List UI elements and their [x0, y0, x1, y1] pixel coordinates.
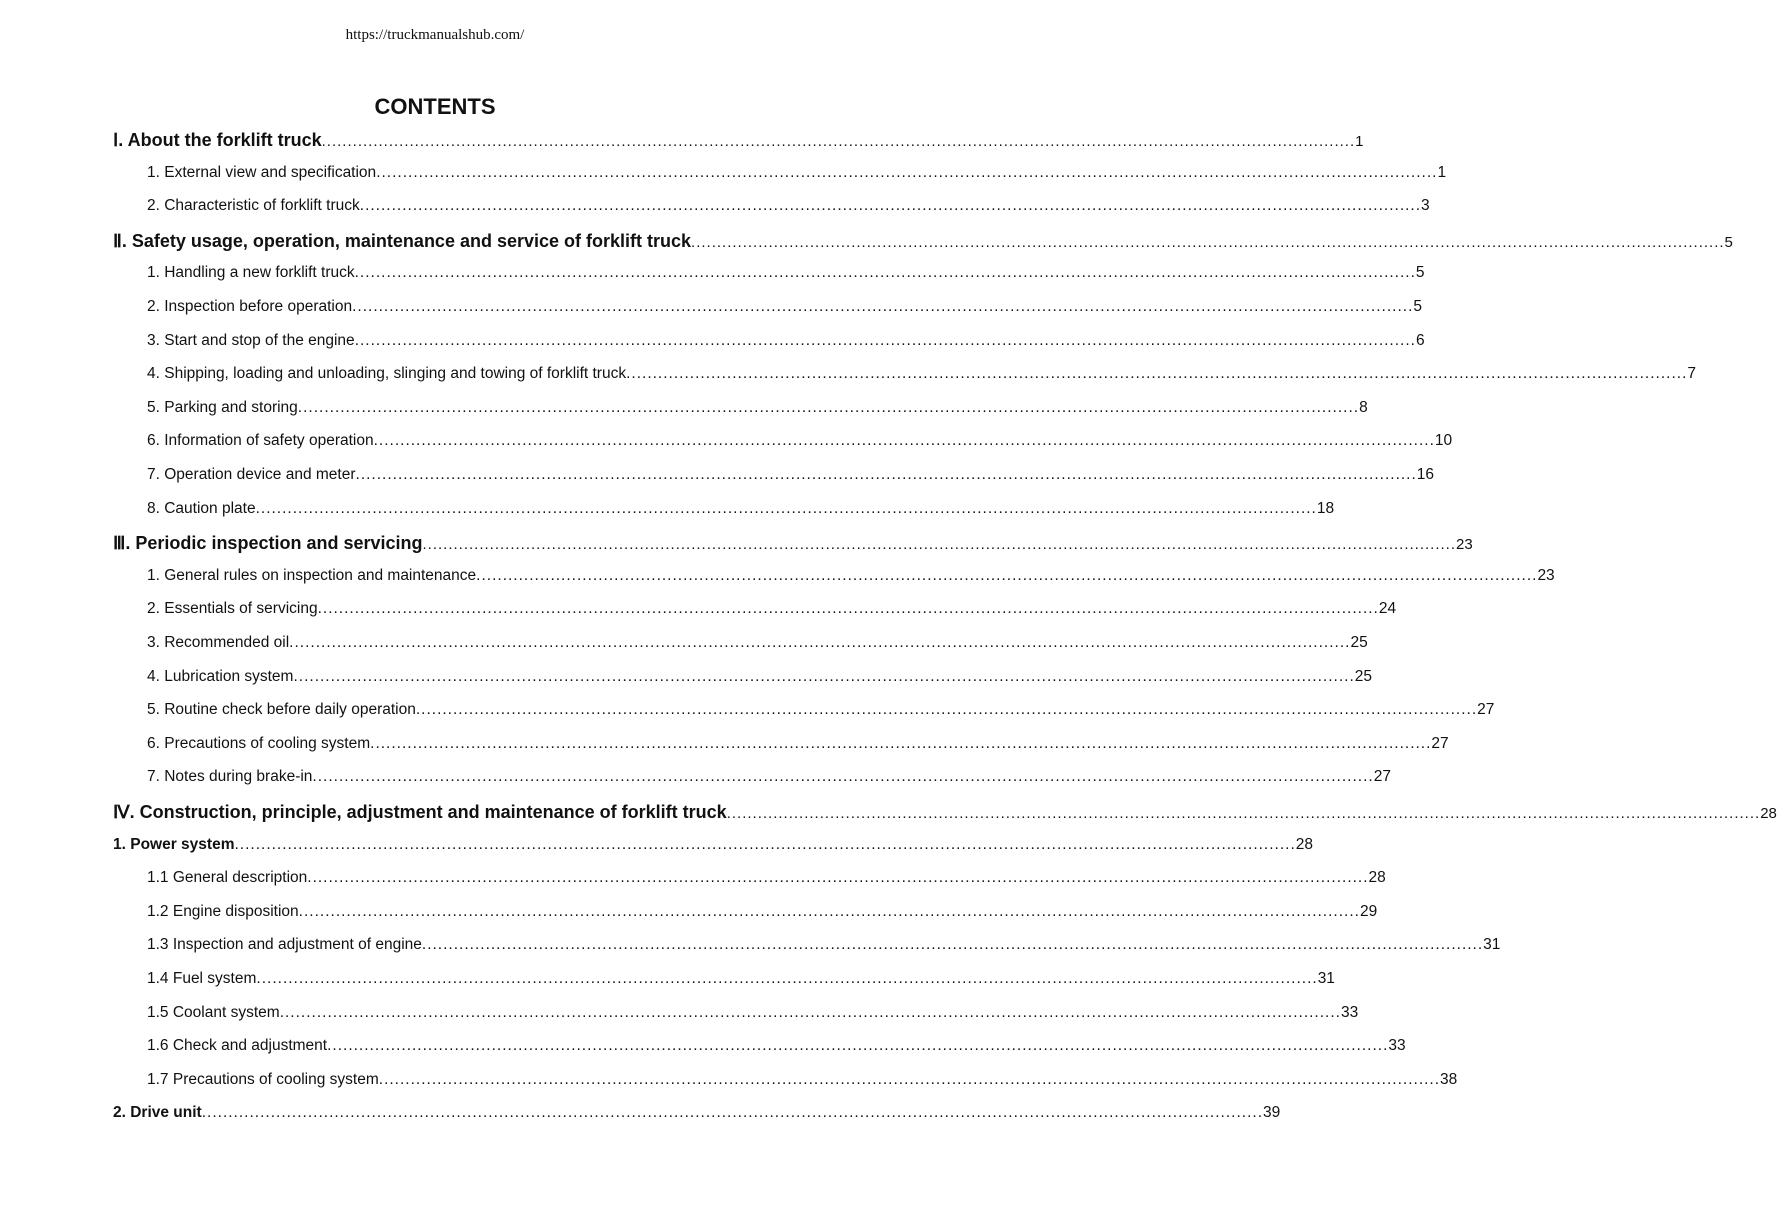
toc-entry[interactable] [147, 634, 1368, 652]
toc-entry[interactable] [113, 533, 1473, 554]
toc-entry-label: 6. Precautions of cooling system [147, 734, 371, 752]
toc-entry[interactable] [147, 734, 1449, 753]
toc-entry[interactable] [113, 835, 1314, 854]
toc-entry-label: 1.3 Inspection and adjustment of engine [147, 936, 422, 954]
toc-entry[interactable] [147, 298, 1422, 316]
toc-entry-page: 1 [1437, 163, 1447, 181]
toc-entry-page: 16 [1416, 466, 1435, 483]
toc-entry-label: Ⅰ. About the forklift truck [113, 130, 322, 150]
toc-entry[interactable] [147, 432, 1453, 450]
toc-entry-page: 23 [1456, 536, 1473, 554]
toc-entry-label: 1.5 Coolant system [147, 1003, 280, 1021]
toc-leader-dots: ........................................................................................................................................................................................................ [289, 634, 1351, 651]
toc-entry-label: 1.2 Engine disposition [147, 902, 299, 920]
toc-entry-label: Ⅱ. Safety usage, operation, maintenance and service of forklift truck [113, 230, 692, 251]
toc-entry-label: 8. Caution plate [147, 499, 256, 517]
toc-leader-dots: ........................................................................................................................................................................................................ [376, 163, 1438, 181]
toc-entry[interactable] [147, 667, 1372, 686]
toc-entry-label: 3. Start and stop of the engine [147, 331, 355, 349]
toc-entry[interactable] [147, 970, 1335, 988]
toc-entry-page: 25 [1350, 634, 1368, 651]
toc-leader-dots: ........................................................................................................................................................................................................ [421, 936, 1484, 954]
toc-entry-page: 25 [1354, 667, 1372, 685]
toc-entry-page: 8 [1359, 398, 1368, 416]
toc-entry-page: 28 [1295, 835, 1314, 853]
toc-leader-dots: ........................................................................................................................................................................................................ [256, 970, 1318, 987]
toc-leader-dots: ........................................................................................................................................................................................................ [726, 805, 1761, 822]
toc-leader-dots: ........................................................................................................................................................................................................ [298, 902, 1360, 920]
toc-entry[interactable] [147, 1070, 1458, 1089]
toc-entry-page: 3 [1421, 197, 1430, 215]
toc-entry-label: Ⅳ. Construction, principle, adjustment and maintenance of forklift truck [113, 802, 727, 822]
toc-entry-page: 28 [1760, 805, 1777, 822]
toc-leader-dots: ........................................................................................................................................................................................................ [691, 233, 1725, 251]
toc-entry-page: 24 [1378, 600, 1397, 618]
toc-leader-dots: ........................................................................................................................................................................................................ [355, 466, 1417, 483]
toc-leader-dots: ........................................................................................................................................................................................................ [476, 566, 1538, 584]
toc-entry-label: 2. Inspection before operation [147, 298, 353, 315]
toc-entry-label: 2. Characteristic of forklift truck [147, 197, 360, 215]
toc-entry-page: 6 [1415, 331, 1425, 349]
toc-leader-dots: ........................................................................................................................................................................................................ [626, 365, 1688, 383]
toc-entry-page: 31 [1483, 936, 1501, 954]
toc-entry[interactable] [147, 936, 1501, 954]
toc-entry-label: 5. Routine check before daily operation [147, 701, 416, 719]
toc-entry-label: Ⅲ. Periodic inspection and servicing [113, 533, 423, 554]
source-url: https://truckmanualshub.com/ [345, 27, 525, 43]
toc-leader-dots: ........................................................................................................................................................................................................ [354, 331, 1416, 349]
toc-leader-dots: ........................................................................................................................................................................................................ [422, 536, 1456, 554]
toc-leader-dots: ........................................................................................................................................................................................................ [359, 197, 1422, 215]
toc-entry-label: 6. Information of safety operation [147, 432, 374, 450]
toc-entry-page: 39 [1263, 1104, 1281, 1122]
toc-entry-label: 3. Recommended oil [147, 634, 290, 651]
toc-entry[interactable] [147, 869, 1386, 887]
toc-entry[interactable] [113, 130, 1364, 151]
toc-leader-dots: ........................................................................................................................................................................................................ [327, 1037, 1389, 1055]
toc-entry-label: 1. External view and specification [147, 163, 377, 181]
toc-entry[interactable] [147, 701, 1495, 719]
toc-entry-label: 1. Handling a new forklift truck [147, 264, 355, 282]
toc-entry[interactable] [113, 802, 1777, 823]
toc-entry[interactable] [147, 768, 1391, 786]
toc-entry-page: 33 [1340, 1003, 1359, 1021]
toc-entry-page: 5 [1415, 264, 1425, 282]
toc-entry[interactable] [147, 566, 1555, 585]
toc-entry-label: 4. Lubrication system [147, 667, 294, 685]
toc-leader-dots: ........................................................................................................................................................................................................ [317, 600, 1379, 618]
toc-entry[interactable] [147, 600, 1397, 618]
toc-entry-label: 1.6 Check and adjustment [147, 1037, 328, 1055]
toc-entry-label: 1. General rules on inspection and maintenance [147, 566, 477, 584]
toc-leader-dots: ........................................................................................................................................................................................................ [354, 264, 1416, 282]
toc-entry-label: 2. Essentials of servicing [147, 600, 318, 618]
toc-entry-page: 27 [1477, 701, 1495, 719]
toc-entry[interactable] [113, 1104, 1281, 1122]
toc-leader-dots: ........................................................................................................................................................................................................ [312, 768, 1374, 786]
toc-entry-page: 28 [1368, 869, 1386, 887]
toc-entry-page: 27 [1431, 734, 1449, 752]
toc-entry-label: 1.4 Fuel system [147, 970, 257, 987]
toc-leader-dots: ........................................................................................................................................................................................................ [373, 432, 1435, 450]
toc-entry-page: 1 [1355, 133, 1364, 150]
toc-entry-page: 38 [1440, 1070, 1458, 1088]
toc-leader-dots: ........................................................................................................................................................................................................ [321, 133, 1356, 150]
toc-entry-label: 1.1 General description [147, 869, 308, 887]
toc-entry[interactable] [147, 902, 1378, 921]
toc-entry-page: 31 [1317, 970, 1335, 987]
toc-entry-page: 33 [1388, 1037, 1406, 1055]
toc-entry[interactable] [147, 163, 1447, 182]
toc-entry[interactable] [113, 230, 1733, 252]
toc-entry-page: 5 [1724, 233, 1733, 251]
toc-leader-dots: ........................................................................................................................................................................................................ [234, 835, 1296, 853]
page-title: CONTENTS [374, 94, 496, 119]
toc-entry[interactable] [147, 499, 1335, 518]
toc-entry[interactable] [147, 1037, 1406, 1055]
toc-entry-page: 27 [1373, 768, 1391, 786]
toc-leader-dots: ........................................................................................................................................................................................................ [378, 1070, 1441, 1088]
toc-leader-dots: ........................................................................................................................................................................................................ [279, 1003, 1341, 1021]
toc-leader-dots: ........................................................................................................................................................................................................ [352, 298, 1414, 315]
toc-entry-label: 4. Shipping, loading and unloading, slinging and towing of forklift truck [147, 365, 627, 383]
toc-entry-label: 1. Power system [113, 835, 235, 853]
toc-leader-dots: ........................................................................................................................................................................................................ [255, 499, 1317, 517]
toc-entry[interactable] [147, 466, 1435, 484]
toc-leader-dots: ........................................................................................................................................................................................................ [201, 1104, 1263, 1122]
toc-entry-label: 5. Parking and storing [147, 398, 298, 416]
toc-entry-page: 29 [1359, 902, 1378, 920]
toc-entry[interactable] [147, 264, 1425, 282]
toc-entry[interactable] [147, 398, 1368, 417]
toc-entry-label: 7. Notes during brake-in [147, 768, 313, 786]
toc-entry[interactable] [147, 331, 1425, 350]
toc-entry[interactable] [147, 365, 1696, 383]
toc-leader-dots: ........................................................................................................................................................................................................ [293, 667, 1355, 685]
toc-entry-page: 23 [1537, 566, 1555, 584]
toc-entry-page: 10 [1434, 432, 1453, 450]
toc-entry-label: 1.7 Precautions of cooling system [147, 1070, 379, 1088]
toc-entry-page: 7 [1687, 365, 1696, 383]
toc-leader-dots: ........................................................................................................................................................................................................ [307, 869, 1369, 887]
toc-leader-dots: ........................................................................................................................................................................................................ [370, 734, 1432, 752]
toc-entry[interactable] [147, 197, 1430, 215]
toc-entry-page: 18 [1316, 499, 1335, 517]
toc-entry-label: 7. Operation device and meter [147, 466, 356, 483]
toc-entry[interactable] [147, 1003, 1359, 1022]
toc-leader-dots: ........................................................................................................................................................................................................ [297, 398, 1360, 416]
toc-entry-page: 5 [1413, 298, 1422, 315]
toc-leader-dots: ........................................................................................................................................................................................................ [415, 701, 1478, 719]
toc-entry-label: 2. Drive unit [113, 1104, 202, 1122]
